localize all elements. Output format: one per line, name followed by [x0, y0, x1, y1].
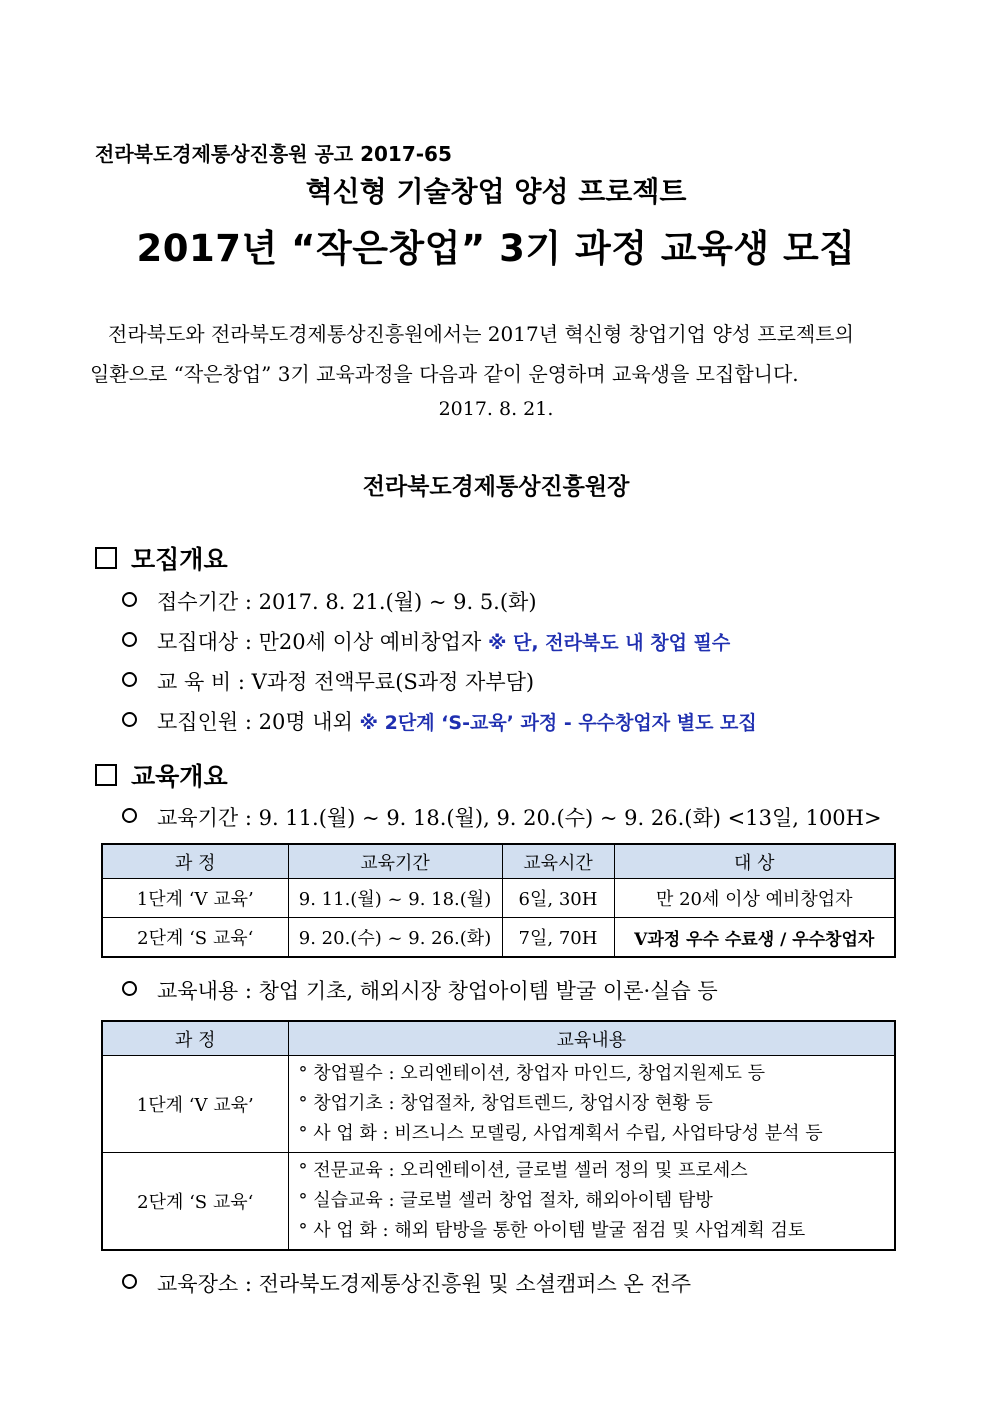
circle-bullet-icon	[122, 632, 137, 647]
table-row	[102, 1056, 895, 1153]
table-cell: 9. 20.(수) ~ 9. 26.(화)	[288, 918, 502, 958]
circle-bullet-icon	[122, 981, 137, 996]
recruit-target-note: ※ 단, 전라북도 내 창업 필수	[487, 632, 731, 654]
section-education-heading: 교육개요	[95, 757, 228, 793]
checkbox-square-icon	[95, 547, 117, 569]
table-row	[102, 879, 895, 918]
recruit-item-count: 모집인원 : 20명 내외 ※ 2단계 ‘S-교육’ 과정 - 우수창업자 별도 모집	[122, 706, 757, 736]
issuer: 전라북도경제통상진흥원장	[362, 474, 630, 500]
column-header: 교육내용	[288, 1021, 895, 1056]
circle-bullet-icon	[122, 672, 137, 687]
recruit-item-fee: 교 육 비 : V과정 전액무료(S과정 자부담)	[122, 666, 534, 696]
column-header: 과 정	[102, 1021, 288, 1056]
recruit-count-note: ※ 2단계 ‘S-교육’ 과정 - 우수창업자 별도 모집	[359, 712, 757, 734]
content-line: ° 실습교육 : 글로벌 셀러 창업 절차, 해외아이템 탐방	[298, 1190, 713, 1211]
notice-date: 2017. 8. 21.	[438, 398, 554, 420]
education-content: 교육내용 : 창업 기초, 해외시장 창업아이템 발굴 이론·실습 등	[122, 975, 718, 1005]
sub-title: 혁신형 기술창업 양성 프로젝트	[305, 175, 687, 208]
table-cell: 6일, 30H	[502, 879, 614, 918]
table-cell	[288, 1153, 895, 1251]
column-header: 교육시간	[502, 844, 614, 879]
column-header: 대 상	[614, 844, 895, 879]
checkbox-square-icon	[95, 764, 117, 786]
content-table	[101, 1020, 896, 1251]
table-row	[102, 918, 895, 958]
circle-bullet-icon	[122, 712, 137, 727]
table-cell	[288, 1056, 895, 1153]
content-line: ° 사 업 화 : 해외 탐방을 통한 아이템 발굴 점검 및 사업계획 검토	[298, 1220, 806, 1241]
main-title: 2017년 “작은창업” 3기 과정 교육생 모집	[136, 227, 856, 270]
education-place: 교육장소 : 전라북도경제통상진흥원 및 소셜캠퍼스 온 전주	[122, 1268, 691, 1298]
section-recruit-heading: 모집개요	[95, 540, 228, 576]
table-cell: 9. 11.(월) ~ 9. 18.(월)	[288, 879, 502, 918]
circle-bullet-icon	[122, 1274, 137, 1289]
schedule-table	[101, 843, 896, 958]
table-row	[102, 1153, 895, 1251]
content-line: ° 사 업 화 : 비즈니스 모델링, 사업계획서 수립, 사업타당성 분석 등	[298, 1123, 823, 1144]
table-cell: 1단계 ‘V 교육’	[102, 1056, 288, 1153]
table-cell: 2단계 ‘S 교육‘	[102, 1153, 288, 1251]
education-period: 교육기간 : 9. 11.(월) ~ 9. 18.(월), 9. 20.(수) ~ 9. 26.(화) <13일, 100H>	[122, 802, 882, 832]
recruit-item-target: 모집대상 : 만20세 이상 예비창업자 ※ 단, 전라북도 내 창업 필수	[122, 626, 730, 656]
content-table-header	[102, 1021, 895, 1056]
column-header: 교육기간	[288, 844, 502, 879]
recruit-item-period: 접수기간 : 2017. 8. 21.(월) ~ 9. 5.(화)	[122, 586, 537, 616]
notice-number: 전라북도경제통상진흥원 공고 2017-65	[95, 142, 452, 166]
circle-bullet-icon	[122, 592, 137, 607]
intro-line-1: 전라북도와 전라북도경제통상진흥원에서는 2017년 혁신형 창업기업 양성 프로젝트의	[108, 322, 854, 346]
content-line: ° 창업기초 : 창업절차, 창업트렌드, 창업시장 현황 등	[298, 1093, 713, 1114]
table-cell: 2단계 ‘S 교육‘	[102, 918, 288, 958]
circle-bullet-icon	[122, 808, 137, 823]
content-line: ° 창업필수 : 오리엔테이션, 창업자 마인드, 창업지원제도 등	[298, 1063, 765, 1084]
table-cell: 7일, 70H	[502, 918, 614, 958]
column-header: 과 정	[102, 844, 288, 879]
intro-line-2: 일환으로 “작은창업” 3기 교육과정을 다음과 같이 운영하며 교육생을 모집합니다.	[90, 362, 799, 386]
table-cell: 1단계 ‘V 교육’	[102, 879, 288, 918]
content-line: ° 전문교육 : 오리엔테이션, 글로벌 셀러 정의 및 프로세스	[298, 1160, 748, 1181]
schedule-table-header	[102, 844, 895, 879]
table-cell: 만 20세 이상 예비창업자	[614, 879, 895, 918]
table-cell: V과정 우수 수료생 / 우수창업자	[614, 918, 895, 958]
